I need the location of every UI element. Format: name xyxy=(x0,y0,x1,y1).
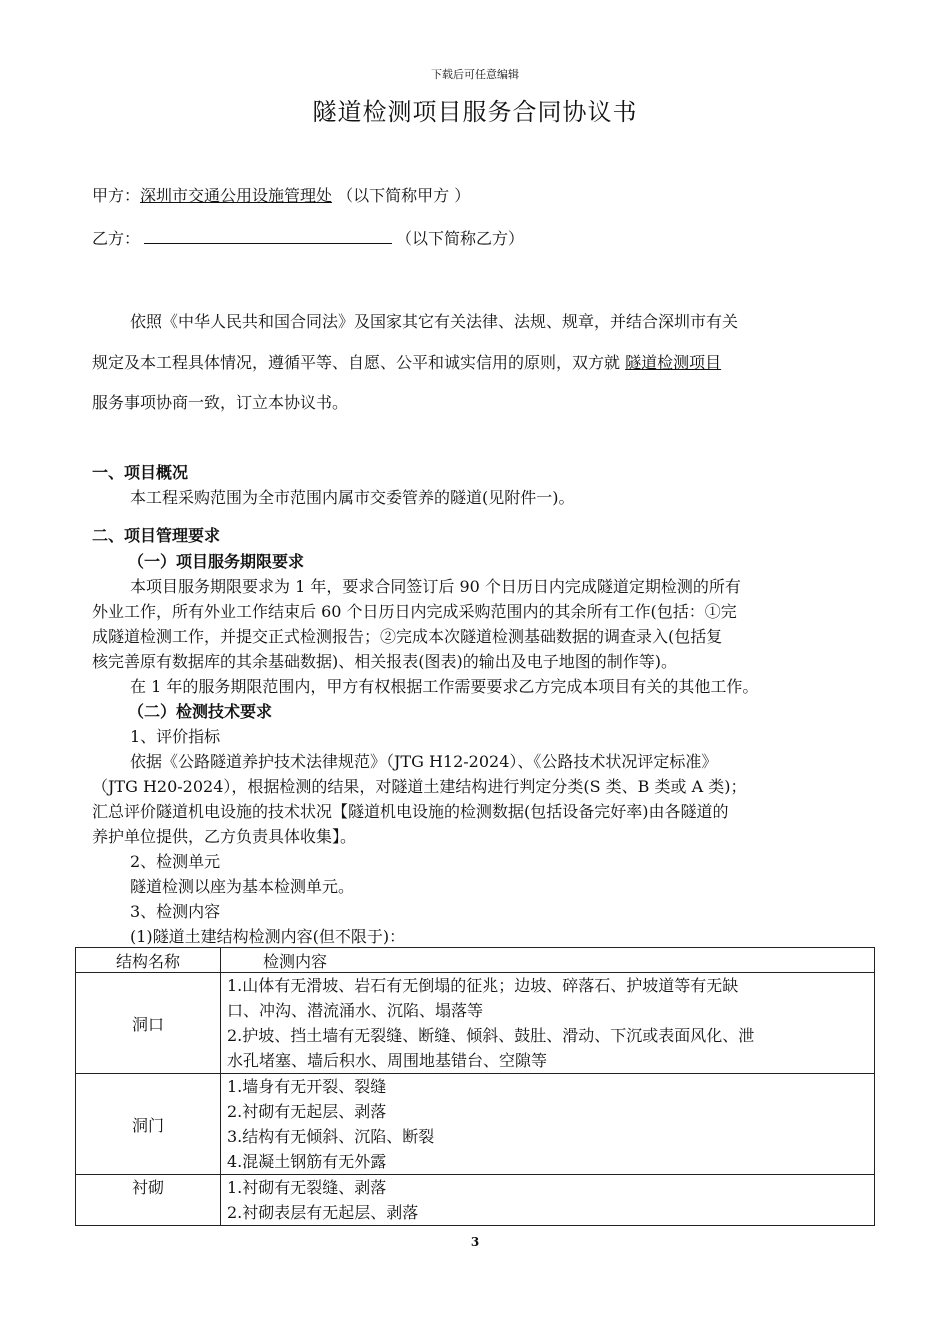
item-1-line: 依据《公路隧道养护技术法律规范》（JTG H12-2024）、《公路技术状况评定标准》 xyxy=(130,752,718,771)
inspection-content-cell xyxy=(221,973,875,1074)
content-line: 2.护坡、挡土墙有无裂缝、断缝、倾斜、鼓肚、滑动、下沉或表面风化、泄 xyxy=(227,1026,755,1045)
intro-line-2-text: 规定及本工程具体情况，遵循平等、自愿、公平和诚实信用的原则，双方就 xyxy=(92,353,621,372)
section-1-text: 本工程采购范围为全市范围内属市交委管养的隧道(见附件一)。 xyxy=(130,488,575,507)
item-3-subtitle: (1)隧道土建结构检测内容(但不限于)： xyxy=(130,927,406,946)
section-1-heading: 一、项目概况 xyxy=(92,463,189,482)
header-inspection-content: 检测内容 xyxy=(221,948,875,973)
party-b-label: 乙方： xyxy=(92,229,141,248)
item-1-line: 养护单位提供，乙方负责具体收集】。 xyxy=(92,827,357,846)
item-1-line: 汇总评价隧道机电设施的技术状况【隧道机电设施的检测数据(包括设备完好率)由各隧道的 xyxy=(92,802,729,821)
inspection-content-cell xyxy=(221,1175,875,1226)
structure-name-cell: 洞门 xyxy=(76,1074,221,1175)
party-b-suffix: （以下简称乙方） xyxy=(396,229,525,248)
intro-project-name: 隧道检测项目 xyxy=(625,353,722,372)
document-title: 隧道检测项目服务合同协议书 xyxy=(312,98,638,126)
header-structure-name: 结构名称 xyxy=(76,948,221,973)
content-line: 水孔堵塞、墙后积水、周围地基错台、空隙等 xyxy=(227,1051,548,1070)
content-line: 4.混凝土钢筋有无外露 xyxy=(227,1152,387,1171)
party-b-line xyxy=(92,226,524,249)
content-line: 2.衬砌表层有无起层、剥落 xyxy=(227,1203,419,1222)
item-1-title: 1、评价指标 xyxy=(130,727,221,746)
content-line: 1.山体有无滑坡、岩石有无倒塌的征兆；边坡、碎落石、护坡道等有无缺 xyxy=(227,976,739,995)
table-header-row xyxy=(76,948,875,973)
intro-line-2 xyxy=(92,350,721,375)
table-row xyxy=(76,973,875,1074)
content-line: 2.衬砌有无起层、剥落 xyxy=(227,1102,387,1121)
party-b-blank xyxy=(144,229,392,244)
intro-line-1: 依照《中华人民共和国合同法》及国家其它有关法律、法规、规章，并结合深圳市有关 xyxy=(130,312,739,331)
party-a-line xyxy=(92,183,470,206)
item-3-title: 3、检测内容 xyxy=(130,902,221,921)
item-1-line: （JTG H20-2024），根据检测的结果，对隧道土建结构进行判定分类(S 类、B 类或 A 类)； xyxy=(92,777,747,796)
structure-name-cell: 洞口 xyxy=(76,973,221,1074)
inspection-table xyxy=(75,947,875,1226)
inspection-content-cell xyxy=(221,1074,875,1175)
item-2-title: 2、检测单元 xyxy=(130,852,221,871)
party-a-suffix: （以下简称甲方 ） xyxy=(337,186,471,205)
page-number: 3 xyxy=(470,1235,480,1249)
party-a-label: 甲方： xyxy=(92,186,141,205)
content-line: 口、冲沟、潜流涌水、沉陷、塌落等 xyxy=(227,1001,484,1020)
table-row xyxy=(76,1074,875,1175)
period-para-2: 在 1 年的服务期限范围内，甲方有权根据工作需要要求乙方完成本项目有关的其他工作。 xyxy=(130,677,759,696)
period-para-line: 外业工作，所有外业工作结束后 60 个日历日内完成采购范围内的其余所有工作(包括：①完 xyxy=(92,602,737,621)
structure-name-cell: 衬砌 xyxy=(76,1175,221,1226)
header-note: 下载后可任意编辑 xyxy=(431,68,519,81)
content-line: 1.墙身有无开裂、裂缝 xyxy=(227,1077,387,1096)
period-para-line: 核完善原有数据库的其余基础数据)、相关报表(图表)的输出及电子地图的制作等)。 xyxy=(92,652,677,671)
subsection-2-heading: （二）检测技术要求 xyxy=(128,702,273,721)
item-2-text: 隧道检测以座为基本检测单元。 xyxy=(130,877,355,896)
content-line: 3.结构有无倾斜、沉陷、断裂 xyxy=(227,1127,435,1146)
table-row xyxy=(76,1175,875,1226)
content-line: 1.衬砌有无裂缝、剥落 xyxy=(227,1178,387,1197)
period-para-line: 成隧道检测工作，并提交正式检测报告；②完成本次隧道检测基础数据的调查录入(包括复 xyxy=(92,627,723,646)
intro-line-3: 服务事项协商一致，订立本协议书。 xyxy=(92,393,349,412)
party-a-name: 深圳市交通公用设施管理处 xyxy=(140,186,333,205)
section-2-heading: 二、项目管理要求 xyxy=(92,526,221,545)
subsection-1-heading: （一）项目服务期限要求 xyxy=(128,552,305,571)
period-para-line: 本项目服务期限要求为 1 年，要求合同签订后 90 个日历日内完成隧道定期检测的所有 xyxy=(130,577,741,596)
